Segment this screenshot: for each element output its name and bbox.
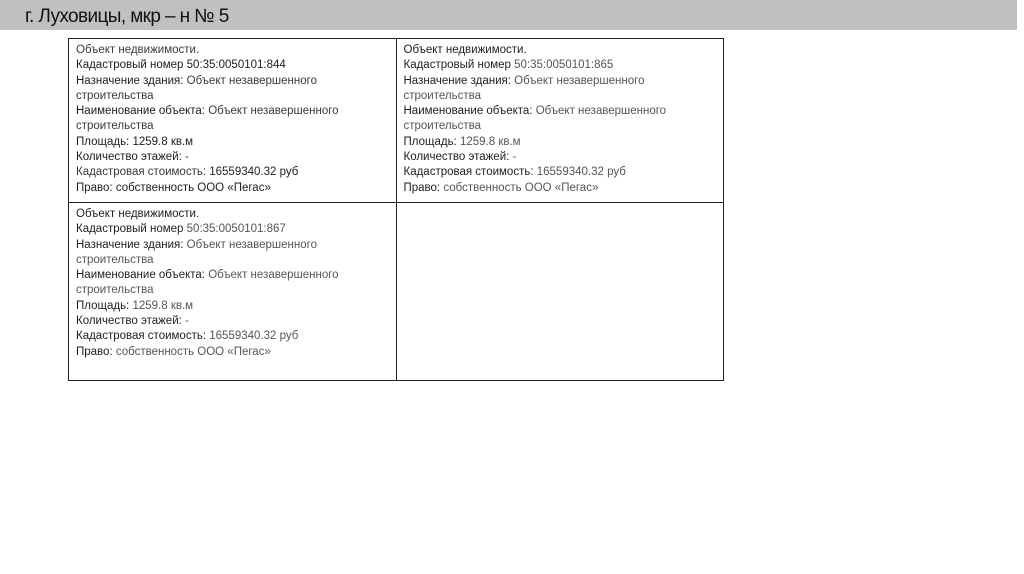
floors-value: - bbox=[185, 315, 189, 328]
property-table bbox=[68, 38, 724, 381]
right-label: Право: bbox=[76, 345, 113, 358]
table-row bbox=[69, 203, 724, 381]
cost-label: Кадастровая стоимость: bbox=[403, 166, 534, 179]
area-label: Площадь: bbox=[76, 299, 130, 312]
right-label: Право: bbox=[403, 181, 441, 194]
name-label: Наименование объекта: bbox=[76, 105, 205, 118]
cost-value: 16559340.32 руб bbox=[209, 330, 299, 343]
floors-value: - bbox=[512, 151, 517, 164]
purpose-value: Объект незавершенного строительства bbox=[76, 74, 317, 102]
page-title: г. Луховицы, мкр – н № 5 bbox=[25, 6, 229, 27]
purpose-label: Назначение здания: bbox=[76, 74, 184, 87]
cadastral-value: 50:35:0050101:865 bbox=[514, 59, 614, 72]
cadastral-value: 50:35:0050101:844 bbox=[186, 59, 286, 72]
cadastral-label: Кадастровый номер bbox=[76, 223, 184, 236]
floors-label: Количество этажей: bbox=[76, 315, 182, 328]
name-value: Объект незавершенного строительства bbox=[403, 105, 667, 133]
purpose-label: Назначение здания: bbox=[76, 238, 184, 251]
purpose-value: Объект незавершенного строительства bbox=[403, 74, 645, 102]
name-value: Объект незавершенного строительства bbox=[76, 105, 339, 133]
right-value: собственность ООО «Пегас» bbox=[115, 181, 271, 194]
cadastral-label: Кадастровый номер bbox=[76, 59, 184, 72]
property-heading: Объект недвижимости. bbox=[76, 44, 200, 56]
area-label: Площадь: bbox=[403, 135, 457, 148]
area-value: 1259.8 кв.м bbox=[459, 135, 521, 148]
cadastral-label: Кадастровый номер bbox=[403, 59, 511, 72]
floors-label: Количество этажей: bbox=[76, 151, 182, 164]
table-row bbox=[69, 39, 724, 203]
header-bar bbox=[0, 0, 1017, 30]
property-cell-3 bbox=[69, 203, 397, 381]
cost-value: 16559340.32 руб bbox=[536, 166, 626, 179]
area-label: Площадь: bbox=[76, 135, 130, 148]
right-label: Право: bbox=[76, 181, 113, 194]
area-value: 1259.8 кв.м bbox=[132, 135, 194, 148]
cost-value: 16559340.32 руб bbox=[209, 166, 299, 179]
empty-cell bbox=[396, 203, 724, 381]
cost-label: Кадастровая стоимость: bbox=[76, 330, 207, 343]
property-heading: Объект недвижимости. bbox=[403, 44, 527, 56]
purpose-label: Назначение здания: bbox=[403, 74, 511, 87]
floors-label: Количество этажей: bbox=[403, 151, 510, 164]
floors-value: - bbox=[185, 151, 189, 164]
property-cell-1 bbox=[69, 39, 397, 203]
cost-label: Кадастровая стоимость: bbox=[76, 166, 207, 179]
name-label: Наименование объекта: bbox=[76, 269, 205, 282]
property-cell-2 bbox=[396, 39, 724, 203]
property-heading: Объект недвижимости. bbox=[76, 208, 200, 220]
area-value: 1259.8 кв.м bbox=[132, 299, 194, 312]
name-label: Наименование объекта: bbox=[403, 105, 533, 118]
right-value: собственность ООО «Пегас» bbox=[115, 345, 271, 358]
purpose-value: Объект незавершенного строительства bbox=[76, 238, 317, 266]
right-value: собственность ООО «Пегас» bbox=[443, 181, 599, 194]
cadastral-value: 50:35:0050101:867 bbox=[186, 223, 286, 236]
name-value: Объект незавершенного строительства bbox=[76, 269, 339, 297]
